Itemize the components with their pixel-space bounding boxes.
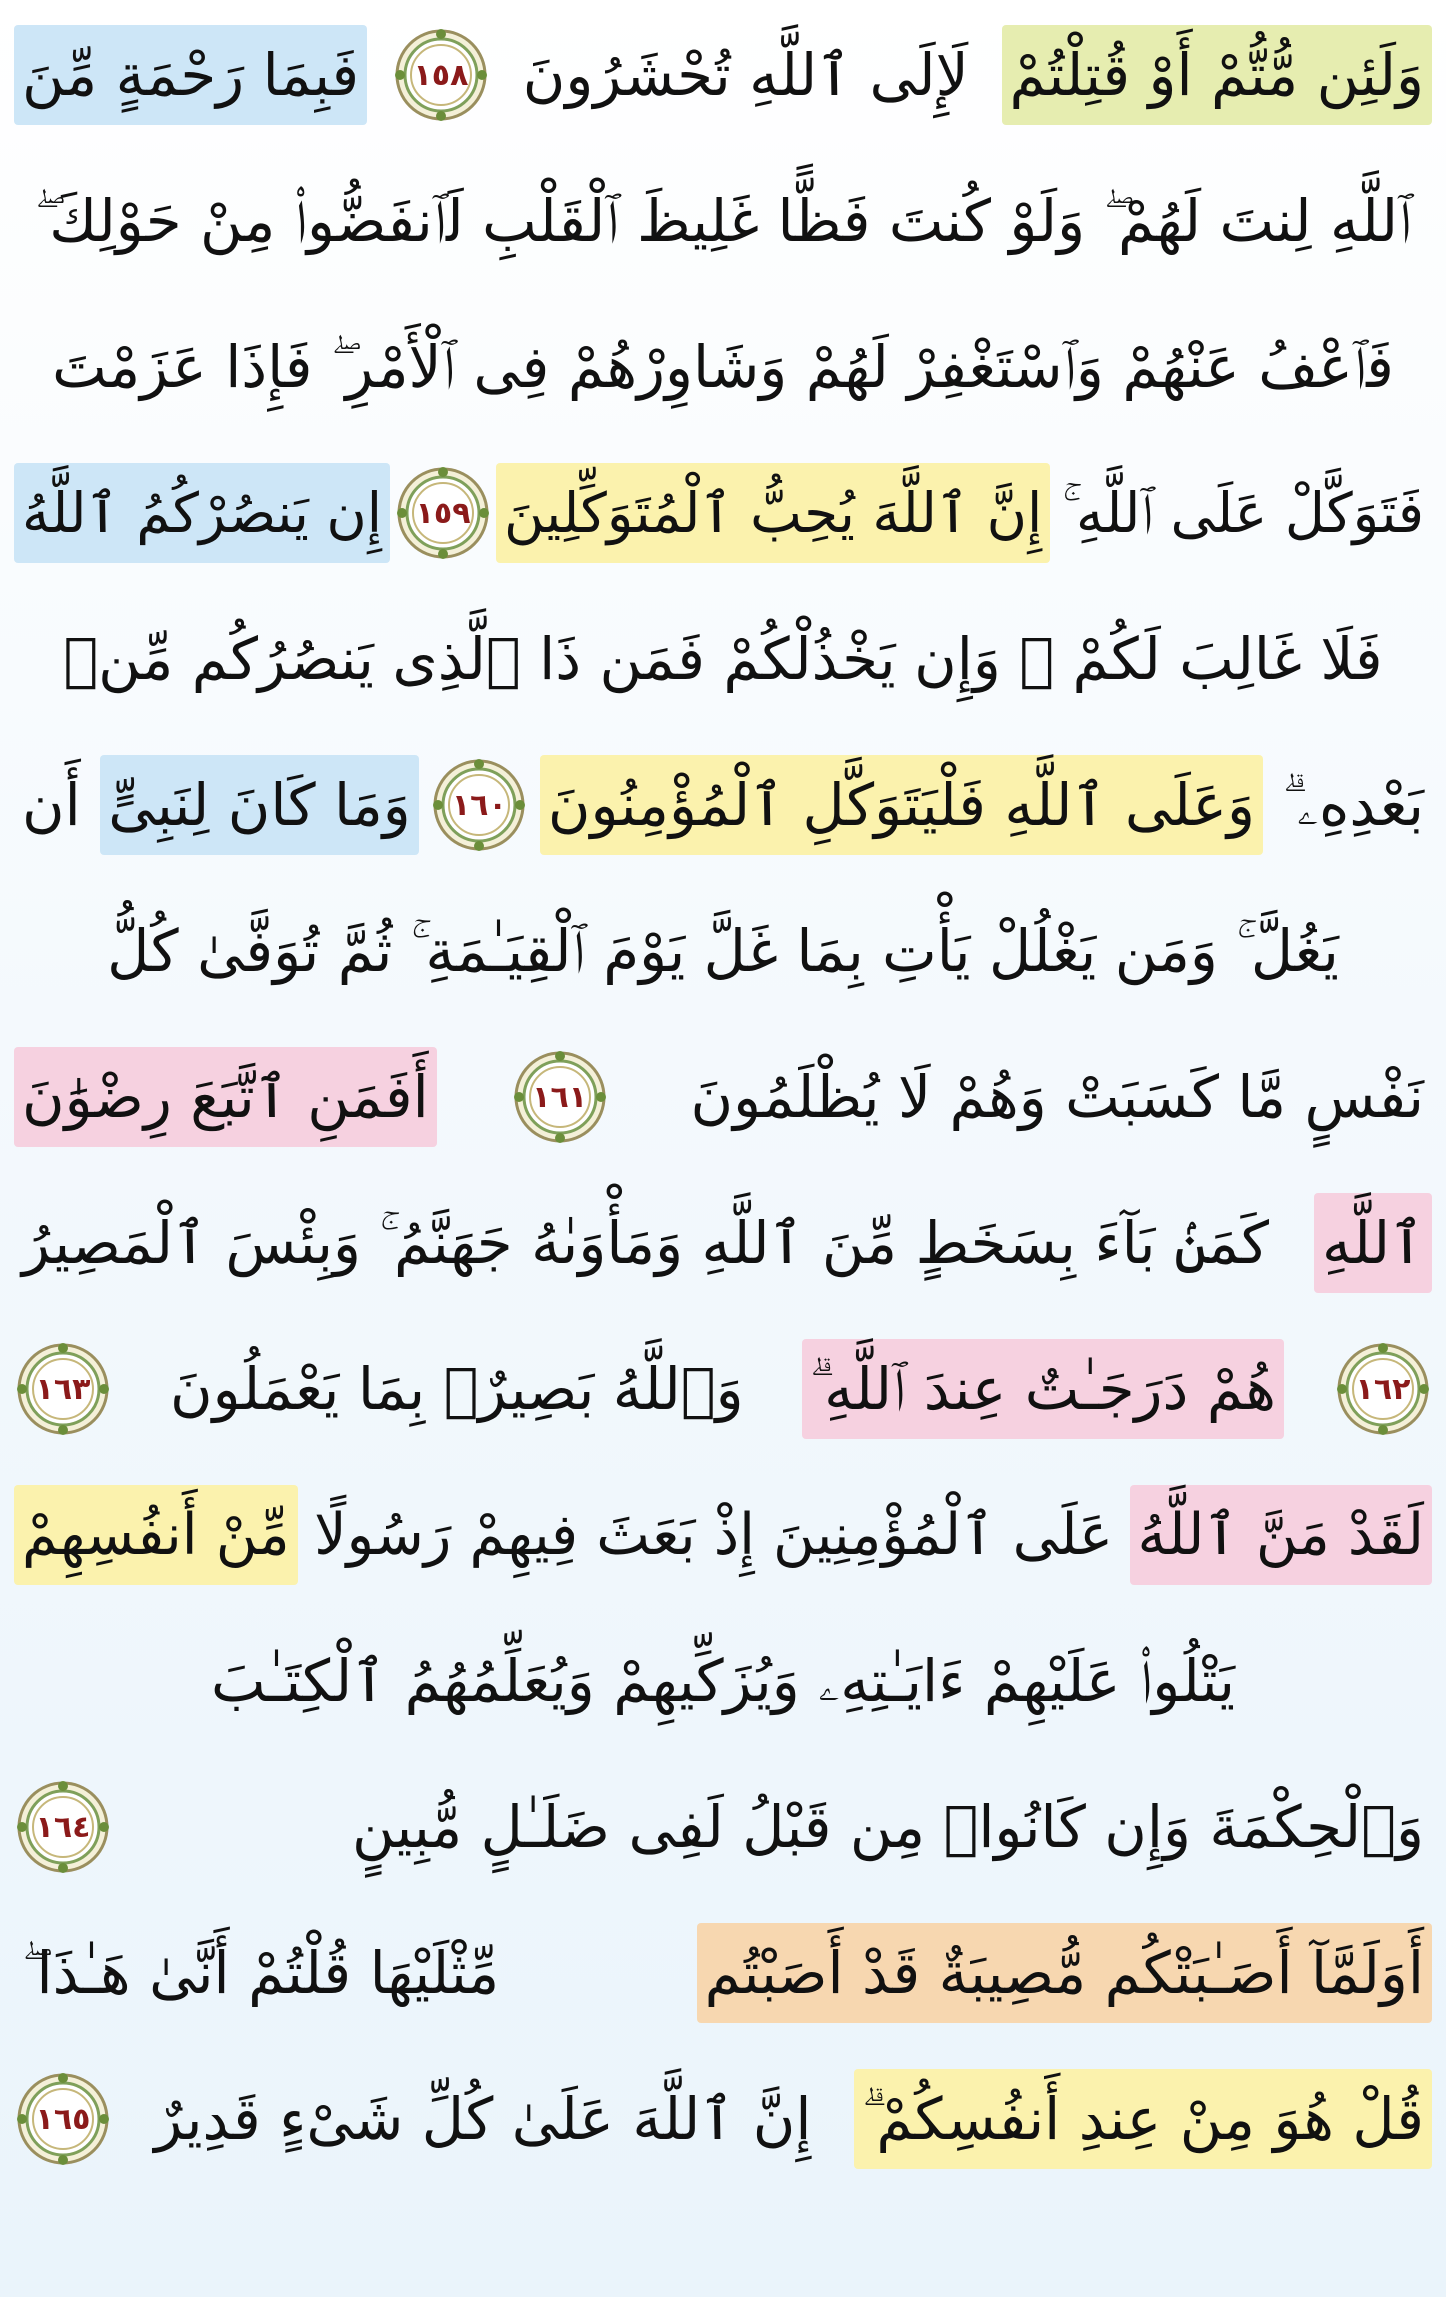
highlighted-verse-segment: مِّنْ أَنفُسِهِمْ	[14, 1485, 298, 1585]
ayah-number: ١٦٣	[35, 1371, 91, 1407]
text-line	[14, 450, 1432, 576]
highlighted-verse-segment: وَمَا كَانَ لِنَبِىٍّ	[100, 755, 419, 855]
highlighted-verse-segment: إِن يَنصُرْكُمُ ٱللَّهُ	[14, 463, 390, 563]
text-line	[14, 1326, 1432, 1452]
ayah-number: ١٥٨	[413, 57, 469, 93]
verse-segment: كَمَنۢ بَآءَ بِسَخَطٍ مِّنَ ٱللَّهِ وَمَأْوَىٰهُ جَهَنَّمُ ۚ وَبِئْسَ ٱلْمَصِيرُ	[22, 1209, 1270, 1277]
text-line	[14, 304, 1432, 430]
highlighted-verse-segment: وَلَئِن مُّتُّمْ أَوْ قُتِلْتُمْ	[1002, 25, 1432, 125]
ayah-number-marker[interactable]	[1334, 1340, 1432, 1438]
ayah-number: ١٦٥	[35, 2101, 91, 2137]
verse-segment: فَٱعْفُ عَنْهُمْ وَٱسْتَغْفِرْ لَهُمْ وَشَاوِرْهُمْ فِى ٱلْأَمْرِ ۖ فَإِذَا عَزَمْتَ	[52, 333, 1394, 401]
ayah-number: ١٥٩	[415, 495, 471, 531]
highlighted-verse-segment: هُمْ دَرَجَـٰتٌ عِندَ ٱللَّهِ ۗ	[802, 1339, 1284, 1439]
ayah-number-marker[interactable]	[511, 1048, 609, 1146]
highlighted-verse-segment: أَفَمَنِ ٱتَّبَعَ رِضْوَٰنَ	[14, 1047, 437, 1147]
verse-segment: إِنَّ ٱللَّهَ عَلَىٰ كُلِّ شَىْءٍ قَدِيرٌ	[154, 2085, 812, 2153]
ayah-number-marker[interactable]	[394, 464, 492, 562]
verse-segment: يَغُلَّ ۚ وَمَن يَغْلُلْ يَأْتِ بِمَا غَلَّ يَوْمَ ٱلْقِيَـٰمَةِ ۚ ثُمَّ تُوَفَّىٰ كُلُّ	[107, 917, 1339, 985]
ayah-number: ١٦٢	[1355, 1371, 1411, 1407]
verse-segment: مِّثْلَيْهَا قُلْتُمْ أَنَّىٰ هَـٰذَا ۖ	[22, 1939, 500, 2007]
verse-segment: وَٱللَّهُ بَصِيرٌۢ بِمَا يَعْمَلُونَ	[169, 1355, 744, 1423]
verse-segment: فَتَوَكَّلْ عَلَى ٱللَّهِ ۚ	[1062, 481, 1424, 545]
text-line	[14, 596, 1432, 722]
text-line	[14, 2056, 1432, 2182]
ayah-number-marker[interactable]	[14, 1778, 112, 1876]
highlighted-verse-segment: فَبِمَا رَحْمَةٍ مِّنَ	[14, 25, 367, 125]
ayah-number: ١٦١	[532, 1079, 588, 1115]
ayah-number: ١٦٠	[451, 787, 507, 823]
text-line	[14, 742, 1432, 868]
verse-segment: ٱللَّهِ لِنتَ لَهُمْ ۖ وَلَوْ كُنتَ فَظًّا غَلِيظَ ٱلْقَلْبِ لَٱنفَضُّوا۟ مِنْ حَوْلِكَ ۖ	[34, 187, 1412, 255]
text-line	[14, 888, 1432, 1014]
ayah-number-marker[interactable]	[14, 2070, 112, 2168]
text-line	[14, 1472, 1432, 1598]
ayah-number: ١٦٤	[35, 1809, 91, 1845]
text-line	[14, 12, 1432, 138]
verse-segment: يَتْلُوا۟ عَلَيْهِمْ ءَايَـٰتِهِۦ وَيُزَكِّيهِمْ وَيُعَلِّمُهُمُ ٱلْكِتَـٰبَ	[211, 1647, 1236, 1715]
verse-segment: وَٱلْحِكْمَةَ وَإِن كَانُوا۟ مِن قَبْلُ لَفِى ضَلَـٰلٍ مُّبِينٍ	[352, 1793, 1424, 1861]
text-line	[14, 1910, 1432, 2036]
ayah-number-marker[interactable]	[14, 1340, 112, 1438]
verse-segment: عَلَى ٱلْمُؤْمِنِينَ إِذْ بَعَثَ فِيهِمْ رَسُولًا	[314, 1502, 1114, 1568]
verse-segment: أَن	[22, 771, 81, 839]
text-line	[14, 1764, 1432, 1890]
highlighted-verse-segment: وَعَلَى ٱللَّهِ فَلْيَتَوَكَّلِ ٱلْمُؤْمِنُونَ	[540, 755, 1263, 855]
highlighted-verse-segment: إِنَّ ٱللَّهَ يُحِبُّ ٱلْمُتَوَكِّلِينَ	[496, 463, 1050, 563]
text-line	[14, 1034, 1432, 1160]
highlighted-verse-segment: لَقَدْ مَنَّ ٱللَّهُ	[1130, 1485, 1432, 1585]
text-line	[14, 1618, 1432, 1744]
highlighted-verse-segment: ٱللَّهِ	[1314, 1193, 1432, 1293]
highlighted-verse-segment: قُلْ هُوَ مِنْ عِندِ أَنفُسِكُمْ ۗ	[854, 2069, 1432, 2169]
ayah-number-marker[interactable]	[392, 26, 490, 124]
ayah-number-marker[interactable]	[430, 756, 528, 854]
verse-segment: فَلَا غَالِبَ لَكُمْ ۖ وَإِن يَخْذُلْكُمْ فَمَن ذَا ٱلَّذِى يَنصُرُكُم مِّنۢ	[63, 625, 1383, 693]
text-line	[14, 1180, 1432, 1306]
text-line	[14, 158, 1432, 284]
verse-segment: لَإِلَى ٱللَّهِ تُحْشَرُونَ	[522, 41, 969, 109]
verse-segment: نَفْسٍ مَّا كَسَبَتْ وَهُمْ لَا يُظْلَمُونَ	[690, 1063, 1424, 1131]
verse-segment: بَعْدِهِۦ ۗ	[1282, 771, 1424, 839]
highlighted-verse-segment: أَوَلَمَّآ أَصَـٰبَتْكُم مُّصِيبَةٌ قَدْ أَصَبْتُم	[697, 1923, 1432, 2023]
